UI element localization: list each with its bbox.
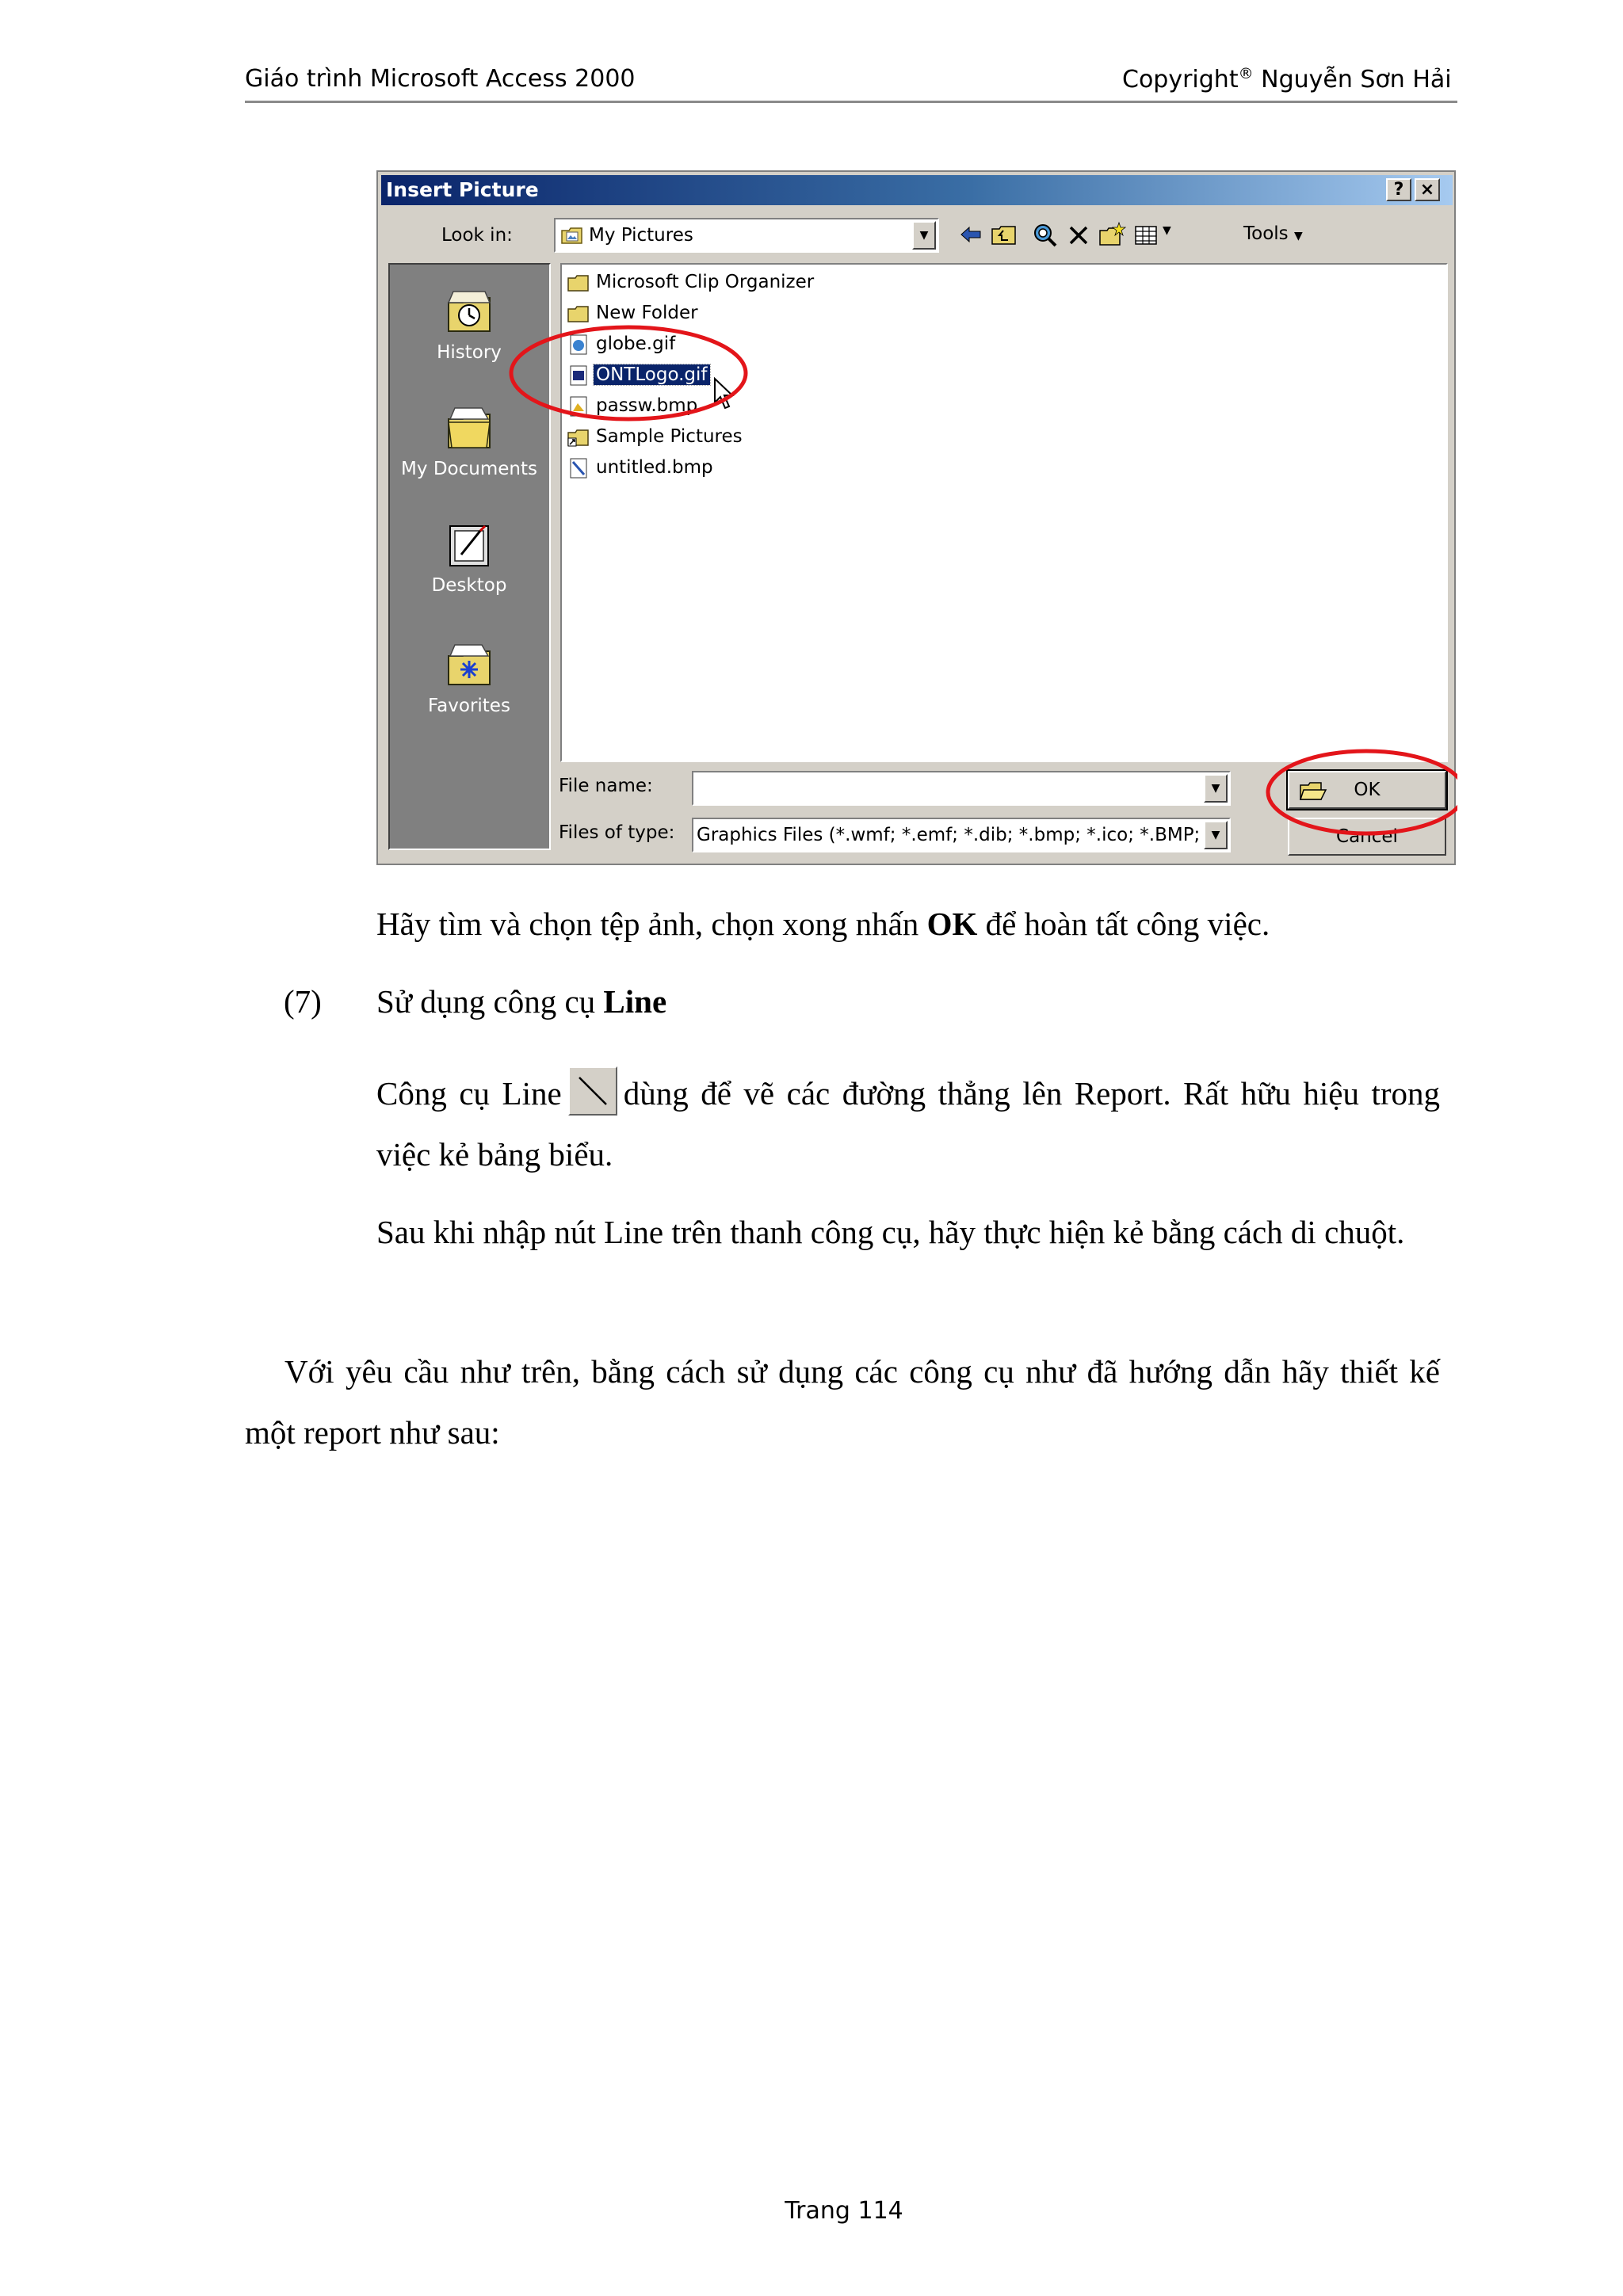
file-name: Sample Pictures (596, 426, 743, 447)
file-name: passw.bmp (596, 395, 698, 416)
tools-menu-label: Tools (1243, 223, 1289, 244)
paragraph-ok (376, 894, 1438, 955)
page-number: Trang 114 (785, 2197, 903, 2225)
copyright-label: Copyright (1122, 66, 1239, 93)
p1-text-a: Hãy tìm và chọn tệp ảnh, chọn xong nhấn (376, 906, 927, 942)
highlight-annotations (378, 172, 1457, 867)
author-name: Nguyễn Sơn Hải (1261, 66, 1452, 93)
views-dropdown-arrow-icon[interactable]: ▼ (1163, 224, 1171, 237)
file-name-label: File name: (559, 776, 653, 796)
chevron-down-icon[interactable]: ▼ (1204, 774, 1228, 803)
p1-bold-ok: OK (926, 906, 978, 942)
line-tool-icon (568, 1066, 617, 1116)
header-copyright (1122, 65, 1452, 93)
header-title: Giáo trình Microsoft Access 2000 (245, 65, 636, 93)
chevron-down-icon[interactable]: ▼ (912, 221, 936, 250)
registered-mark: ® (1238, 65, 1254, 82)
step-text: Sử dụng công cụ (376, 983, 604, 1020)
look-in-value: My Pictures (589, 225, 693, 246)
selected-file-highlight (511, 327, 746, 419)
places-label-my-documents: My Documents (401, 459, 537, 479)
close-button[interactable]: × (1415, 178, 1440, 201)
help-button[interactable]: ? (1386, 178, 1411, 201)
file-name: untitled.bmp (596, 457, 713, 478)
places-label-favorites: Favorites (428, 696, 510, 716)
p2-text-a: Công cụ Line (376, 1075, 562, 1112)
step-number: (7) (284, 983, 322, 1020)
file-name: Microsoft Clip Organizer (596, 272, 815, 292)
dialog-title-bar: Insert Picture (381, 175, 1453, 205)
step-bold-line: Line (603, 983, 667, 1020)
file-name: globe.gif (596, 334, 676, 354)
file-name: New Folder (596, 303, 698, 323)
p1-text-b: để hoàn tất công việc. (977, 906, 1270, 942)
insert-picture-dialog (376, 170, 1456, 865)
cancel-button[interactable]: Cancel (1288, 818, 1446, 856)
line-glyph-icon (570, 1068, 616, 1114)
p2-text-b: dùng để vẽ các đường thẳng lên Report. Rất hữu hiệu trong việc kẻ bảng biểu. (376, 1075, 1440, 1173)
places-label-history: History (437, 342, 502, 363)
tools-dropdown-arrow-icon: ▼ (1293, 230, 1303, 242)
file-name: ONTLogo.gif (594, 364, 710, 385)
paragraph-draw-instructions: Sau khi nhập nút Line trên thanh công cụ, hãy thực hiện kẻ bằng cách di chuột. (376, 1214, 1405, 1250)
files-of-type-label: Files of type: (559, 822, 675, 843)
look-in-label: Look in: (441, 225, 513, 246)
places-label-desktop: Desktop (431, 575, 507, 596)
paragraph-line-tool (376, 1063, 1440, 1185)
paragraph-task: Với yêu cầu như trên, bằng cách sử dụng các công cụ như đã hướng dẫn hãy thiết kế một report như sau: (245, 1353, 1440, 1451)
step-heading (376, 971, 666, 1032)
ok-label: OK (1354, 780, 1381, 800)
ok-button-highlight (1268, 751, 1457, 833)
chevron-down-icon[interactable]: ▼ (1204, 821, 1228, 849)
header-divider (245, 101, 1457, 103)
files-of-type-value: Graphics Files (*.wmf; *.emf; *.dib; *.bmp; *.ico; *.BMP; (697, 825, 1201, 845)
